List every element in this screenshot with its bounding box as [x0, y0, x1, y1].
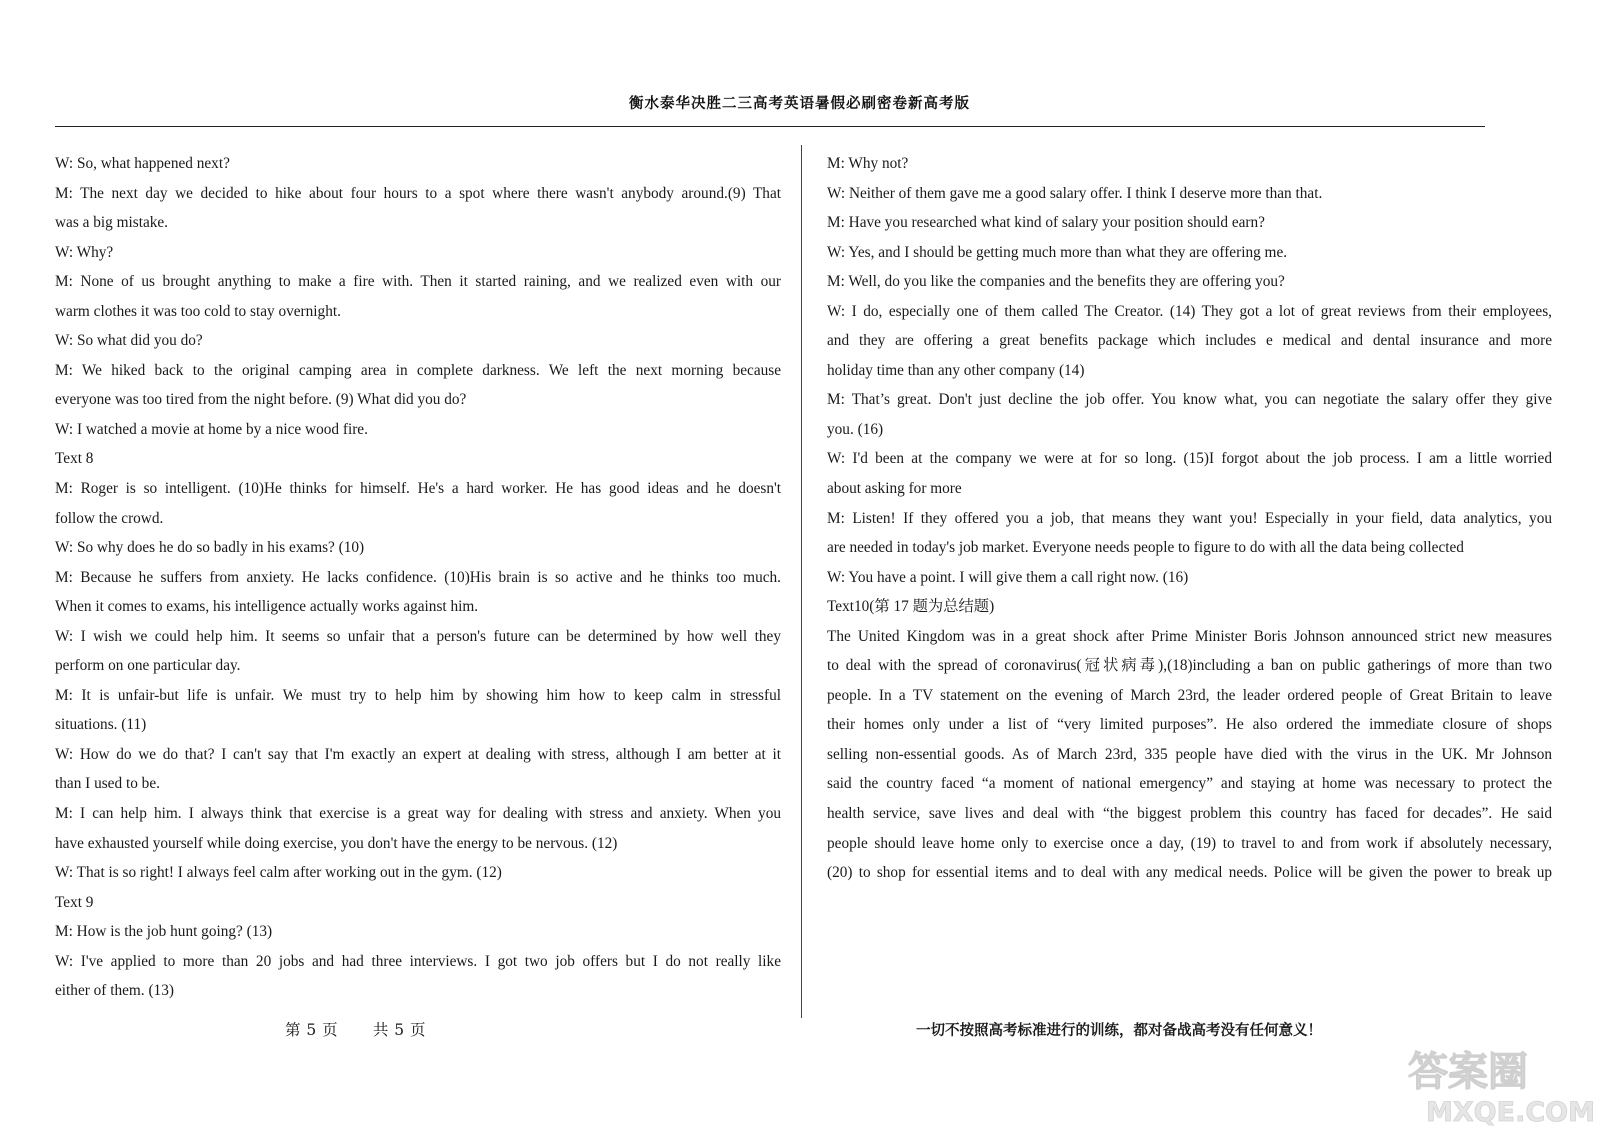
transcript-line: selling non-essential goods. As of March 23rd, 335 people have died with the virus in the UK. Mr Johnson [827, 745, 1552, 763]
transcript-line: M: We hiked back to the original camping area in complete darkness. We left the next morning because [55, 361, 781, 379]
transcript-line: M: Why not? [827, 155, 909, 172]
transcript-line: W: Yes, and I should be getting much more than what they are offering me. [827, 243, 1288, 261]
transcript-line: warm clothes it was too cold to stay overnight. [55, 302, 341, 320]
transcript-line: M: Listen! If they offered you a job, that means they want you! Especially in your field, data analytics, you [827, 509, 1552, 527]
watermark-logo-text: 答案圈 [1408, 1049, 1528, 1095]
page-number: 5 [306, 1021, 317, 1039]
transcript-line: have exhausted yourself while doing exercise, you don't have the energy to be nervous. (12) [55, 834, 618, 852]
page-label-suffix: 页 [322, 1021, 338, 1039]
header-divider [55, 126, 1485, 127]
transcript-line: said the country faced “a moment of national emergency” and staying at home was necessary to protect the [827, 775, 1552, 793]
watermark-logo [1400, 1035, 1596, 1129]
transcript-line: M: None of us brought anything to make a fire with. Then it started raining, and we realized even with our [55, 273, 781, 291]
transcript-line: W: I've applied to more than 20 jobs and had three interviews. I got two job offers but I do not really like [55, 952, 781, 970]
exam-header-title: 衡水泰华决胜二三高考英语暑假必刷密卷新高考版 [629, 95, 970, 112]
transcript-line: W: So, what happened next? [55, 155, 230, 172]
total-pages: 5 [394, 1021, 405, 1039]
page-number-footer [285, 1018, 426, 1040]
transcript-line: M: It is unfair-but life is unfair. We must try to help him by showing him how to keep calm in stressful [55, 686, 781, 704]
transcript-right-column [827, 149, 1552, 888]
transcript-line: to deal with the spread of coronavirus(冠状病毒),(18)including a ban on public gatherings of more than two [827, 657, 1552, 675]
transcript-line: their homes only under a list of “very limited purposes”. He also ordered the immediate closure of shops [827, 716, 1552, 734]
transcript-line: you. (16) [827, 420, 884, 438]
transcript-line: W: So why does he do so badly in his exams? (10) [55, 539, 365, 557]
transcript-line: W: That is so right! I always feel calm after working out in the gym. (12) [55, 864, 502, 882]
transcript-line: was a big mistake. [55, 214, 169, 232]
transcript-line: W: I wish we could help him. It seems so unfair that a person's future can be determined by how well they [55, 627, 781, 645]
transcript-line: Text 9 [55, 893, 94, 911]
transcript-line: people should leave home only to exercise once a day, (19) to travel to and from work if absolutely necessary, [827, 834, 1552, 852]
transcript-line: follow the crowd. [55, 509, 164, 527]
footer-motto: 一切不按照高考标准进行的训练，都对备战高考没有任何意义！ [916, 1023, 1322, 1039]
transcript-line: everyone was too tired from the night before. (9) What did you do? [55, 391, 467, 409]
transcript-line: (20) to shop for essential items and to deal with any medical needs. Police will be given the power to break up [827, 864, 1552, 882]
transcript-line: either of them. (13) [55, 982, 174, 1000]
transcript-line: Text10(第 17 题为总结题) [827, 598, 995, 616]
column-divider [801, 145, 802, 1018]
transcript-line: M: Because he suffers from anxiety. He lacks confidence. (10)His brain is so active and he thinks too much. [55, 568, 781, 586]
transcript-line: health service, save lives and deal with “the biggest problem this country has faced for decades”. He said [827, 805, 1552, 823]
transcript-line: about asking for more [827, 480, 962, 498]
transcript-line: and they are offering a great benefits package which includes e medical and dental insurance and more [827, 332, 1552, 350]
total-label-suffix: 页 [410, 1021, 426, 1039]
transcript-line: W: So what did you do? [55, 332, 203, 350]
transcript-line: are needed in today's job market. Everyone needs people to figure to do with all the data being collected [827, 539, 1464, 557]
transcript-line: M: That’s great. Don't just decline the job offer. You know what, you can negotiate the salary offer they give [827, 391, 1552, 409]
page-label: 第 [285, 1021, 301, 1039]
transcript-line: people. In a TV statement on the evening of March 23rd, the leader ordered people of Great Britain to leave [827, 686, 1552, 704]
transcript-line: M: How is the job hunt going? (13) [55, 923, 273, 941]
transcript-line: perform on one particular day. [55, 657, 241, 675]
transcript-line: W: I do, especially one of them called The Creator. (14) They got a lot of great reviews from their employees, [827, 302, 1552, 320]
transcript-line: M: Have you researched what kind of salary your position should earn? [827, 214, 1265, 232]
transcript-line: holiday time than any other company (14) [827, 361, 1085, 379]
transcript-line: W: Neither of them gave me a good salary offer. I think I deserve more than that. [827, 184, 1323, 202]
transcript-line: W: How do we do that? I can't say that I'm exactly an expert at dealing with stress, although I am better at it [55, 745, 781, 763]
transcript-line: W: Why? [55, 243, 114, 261]
transcript-line: than I used to be. [55, 775, 160, 793]
transcript-line: The United Kingdom was in a great shock after Prime Minister Boris Johnson announced strict new measures [827, 627, 1552, 645]
transcript-line: M: The next day we decided to hike about four hours to a spot where there wasn't anybody around.(9) That [55, 184, 781, 202]
transcript-line: W: I'd been at the company we were at for so long. (15)I forgot about the job process. I am a little worried [827, 450, 1552, 468]
watermark-url-text: MXQE.COM [1426, 1097, 1595, 1128]
transcript-line: M: Well, do you like the companies and the benefits they are offering you? [827, 273, 1285, 291]
transcript-line: W: You have a point. I will give them a call right now. (16) [827, 568, 1189, 586]
transcript-left-column [55, 149, 781, 1006]
transcript-line: W: I watched a movie at home by a nice wood fire. [55, 420, 368, 438]
transcript-line: M: Roger is so intelligent. (10)He thinks for himself. He's a hard worker. He has good ideas and he doesn't [55, 480, 781, 498]
transcript-line: When it comes to exams, his intelligence actually works against him. [55, 598, 479, 616]
transcript-line: M: I can help him. I always think that exercise is a great way for dealing with stress and anxiety. When you [55, 805, 781, 823]
total-label: 共 [372, 1021, 389, 1039]
transcript-line: situations. (11) [55, 716, 147, 734]
transcript-line: Text 8 [55, 450, 94, 468]
